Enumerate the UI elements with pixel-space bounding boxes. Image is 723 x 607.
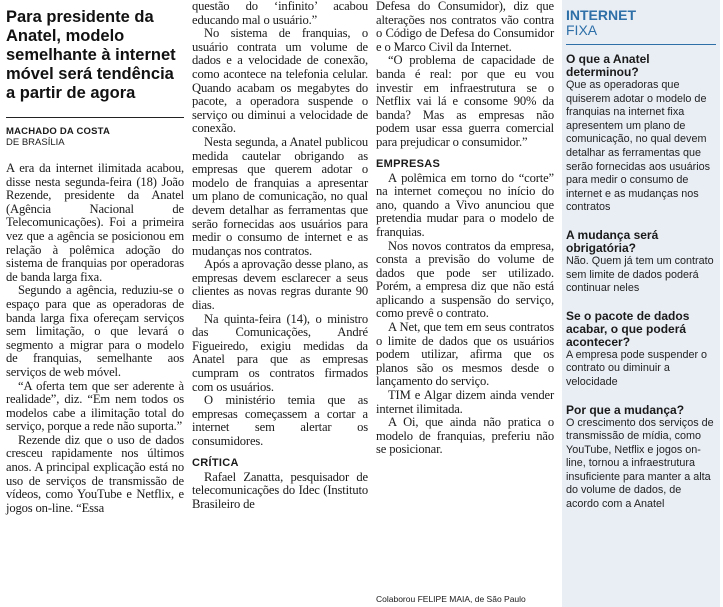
paragraph: “A oferta tem que ser aderente à realidade”, diz. “Em nem todos os modelos cabe a ilimitação total do serviço, porque a rede não suporta.” bbox=[6, 378, 184, 434]
paragraph: A polêmica em torno do “corte” na internet começou no início do ano, quando a Vivo anunciou que pretendia mudar para o modelo de franquias. bbox=[376, 170, 554, 239]
paragraph: A Oi, que ainda não pratica o modelo de franquias, preferiu não se posicionar. bbox=[376, 415, 554, 457]
sidebar-title-main: INTERNET bbox=[566, 7, 636, 23]
answer: A empresa pode suspender o contrato ou diminuir a velocidade bbox=[566, 348, 708, 388]
sidebar-divider bbox=[566, 44, 716, 45]
article-body-col3 bbox=[376, 0, 554, 457]
paragraph: Defesa do Consumidor), diz que alterações nos contratos vão contra o Código de Defesa do Consumidor e o Marco Civil da Internet. bbox=[376, 0, 554, 54]
sidebar-title-sub: FIXA bbox=[566, 22, 598, 38]
article-body-col1 bbox=[6, 162, 184, 515]
answer: Não. Quem já tem um contrato sem limite de dados poderá continuar neles bbox=[566, 254, 714, 295]
paragraph: Após a aprovação desse plano, as empresas devem esclarecer a seus clientes as novas regras durante 90 dias. bbox=[192, 257, 368, 313]
headline: Para presidente da Anatel, modelo semelhante à internet móvel será tendência a partir de agora bbox=[6, 8, 176, 102]
paragraph: Na quinta-feira (14), o ministro das Comunicações, André Figueiredo, exigiu medidas da Anatel para que as empresas cumpram os contratos firmados com os usuários. bbox=[192, 311, 368, 394]
paragraph: Rafael Zanatta, pesquisador de telecomunicações do Idec (Instituto Brasileiro de bbox=[192, 469, 368, 511]
paragraph: Nos novos contratos da empresa, consta a previsão do volume de dados que pode ser utilizado. Porém, a empresa diz que não está aplicando a suspensão do serviço, como prevê o contrato. bbox=[376, 238, 554, 321]
paragraph: “O problema de capacidade de banda é real: por que eu vou investir em infraestrutura se o Netflix vai lá e consome 90% da banda? Mas as empresas não podem usar essa guerra comercial para prejudicar o consumidor.” bbox=[376, 53, 554, 149]
question: A mudança será obrigatória? bbox=[566, 227, 659, 255]
column-3 bbox=[376, 0, 554, 607]
paragraph: No sistema de franquias, o usuário contrata um volume de dados e a velocidade de conexão, como acontece na telefonia celular. Quando acabam os megabytes do pacote, a operadora suspende o serviço ou diminui a velocidade de conexão. bbox=[192, 26, 368, 136]
sidebar-title bbox=[566, 8, 720, 38]
sidebar-box bbox=[562, 0, 720, 607]
column-2 bbox=[192, 0, 368, 511]
question: Se o pacote de dados acabar, o que poderá acontecer? bbox=[566, 308, 690, 349]
paragraph: A Net, que tem em seus contratos o limite de dados que os usuários podem utilizar, afirma que os planos são os mesmos desde o lançamento do serviço. bbox=[376, 320, 554, 389]
paragraph: Nesta segunda, a Anatel publicou medida cautelar obrigando as empresas que querem adotar o modelo de franquias a apresentar um plano de comunicação, no qual devem detalhar as ferramentas que serão fornecidas aos usuários para medir o consumo de internet e as mudanças nos contratos. bbox=[192, 134, 368, 258]
paragraph: Rezende diz que o uso de dados cresceu rapidamente nos últimos anos. A principal explicação está no uso de serviços de transmissão de vídeos, como YouTube e Netflix, e jogos on-line. “Essa bbox=[6, 432, 184, 515]
column-1 bbox=[6, 0, 184, 515]
question: O que a Anatel determinou? bbox=[566, 52, 650, 79]
paragraph: O ministério temia que as empresas começassem a cortar a internet sem alertar os consumidores. bbox=[192, 393, 368, 448]
answer: Que as operadoras que quiserem adotar o modelo de franquias na internet fixa apresentem um plano de comunicação, no qual devem detalhar as ferramentas que serão fornecidas aos usuários para medir o consumo de internet e as mudanças nos contratos bbox=[566, 79, 711, 214]
paragraph: TIM e Algar dizem ainda vender internet ilimitada. bbox=[376, 388, 554, 416]
credit-line: Colaborou FELIPE MAIA, de São Paulo bbox=[376, 594, 526, 604]
paragraph: questão do ‘infinito’ acabou educando mal o usuário.” bbox=[192, 0, 368, 27]
paragraph: A era da internet ilimitada acabou, disse nesta segunda-feira (18) João Rezende, presidente da Anatel (Agência Nacional de Telecomunicações). Foi a primeira vez que a agência se posicionou em relação à polêmica adoção do sistema de franquias por operadoras de banda larga fixa. bbox=[6, 161, 184, 284]
article-body-col2 bbox=[192, 0, 368, 511]
paragraph: Segundo a agência, reduziu-se o espaço para que as operadoras de banda larga fixa ofereçam serviços sem limitação, o que levará o segmento a migrar para o modelo de franquias, semelhante aos serviços de web móvel. bbox=[6, 283, 184, 379]
divider bbox=[6, 117, 184, 118]
section-heading-critica: CRÍTICA bbox=[192, 456, 239, 469]
section-heading-empresas: EMPRESAS bbox=[376, 157, 441, 170]
author-name: MACHADO DA COSTA bbox=[6, 126, 110, 137]
author-location: DE BRASÍLIA bbox=[6, 137, 65, 148]
answer: O crescimento dos serviços de transmissão de mídia, como YouTube, Netflix e jogos on-line, tornou a infraestrutura insuficiente para manter a alta do volume de dados, de acordo com a Anatel bbox=[566, 416, 714, 511]
question: Por que a mudança? bbox=[566, 402, 685, 417]
